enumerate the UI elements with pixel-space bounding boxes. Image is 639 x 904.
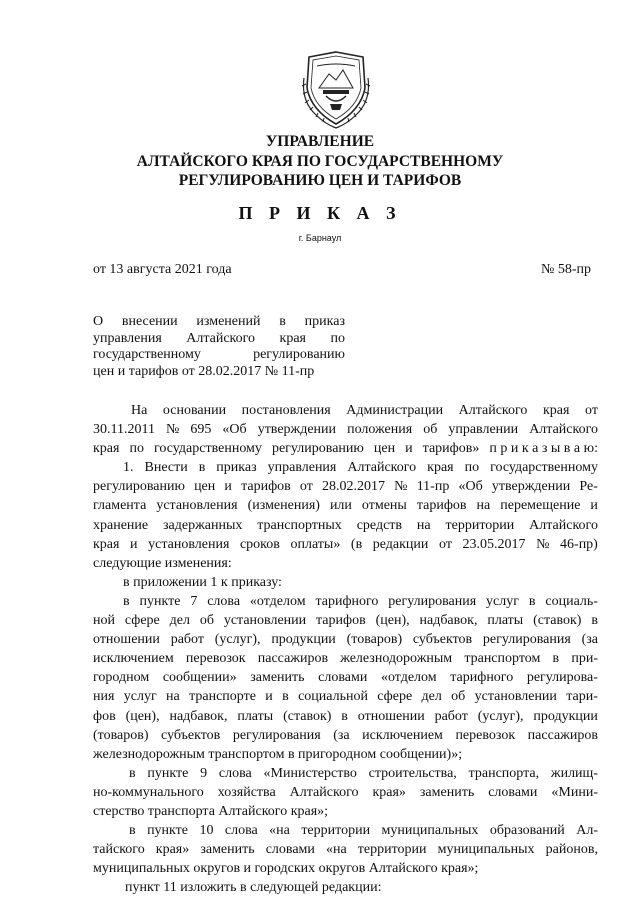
word: об	[451, 689, 466, 705]
word: по	[464, 460, 480, 476]
text-line	[93, 516, 598, 535]
word: (ставок)	[283, 708, 332, 724]
word: установлении	[223, 613, 307, 629]
word: государственному	[490, 460, 598, 476]
word: приказ	[216, 460, 257, 476]
word: надбавок,	[419, 613, 478, 629]
word: ной	[93, 613, 115, 629]
word: тарифов	[241, 479, 291, 495]
word: пункте	[139, 593, 181, 609]
word: (товаров)	[346, 632, 403, 648]
word: установления	[148, 536, 230, 552]
word: в	[129, 823, 136, 839]
word: Внести	[144, 460, 188, 476]
word: 23.05.2017	[462, 536, 526, 552]
text-line	[93, 802, 598, 821]
word: или	[329, 498, 352, 514]
word: социальной	[298, 689, 368, 705]
text-line	[93, 364, 345, 381]
word: (изменения)	[247, 498, 320, 514]
text-line	[93, 726, 598, 745]
word: На	[131, 403, 148, 418]
word: утверждении	[257, 422, 337, 438]
word: управления	[93, 330, 162, 346]
word: слова	[218, 765, 252, 781]
text-line	[93, 783, 598, 802]
word: от	[439, 536, 452, 552]
word: «отделом	[380, 670, 437, 686]
word: фов	[93, 708, 116, 724]
authority-line: АЛТАЙСКОГО КРАЯ ПО ГОСУДАРСТВЕННОМУ	[136, 152, 504, 170]
word: заменить	[419, 784, 475, 800]
word: средств	[356, 517, 403, 533]
word: «на	[326, 842, 347, 858]
word: отношении	[357, 708, 425, 724]
word: края	[93, 441, 120, 457]
word: №	[166, 422, 180, 438]
text-line	[93, 401, 598, 420]
word: отношении	[93, 632, 160, 648]
word: сфере	[124, 613, 160, 629]
word: «Мини-	[551, 784, 598, 800]
word: платы	[487, 613, 524, 629]
text-line	[93, 592, 598, 611]
text-line	[93, 331, 345, 348]
word: в	[123, 593, 130, 609]
word: хозяйства	[217, 784, 276, 800]
authority-line: УПРАВЛЕНИЕ	[265, 133, 375, 150]
word: в	[591, 613, 598, 629]
word: регулирования	[482, 632, 571, 648]
word: 46-пр)	[560, 536, 598, 552]
word: словами	[488, 784, 538, 800]
word: от	[299, 479, 313, 495]
word: Алтайского	[529, 422, 598, 438]
word: территории	[301, 823, 371, 839]
word: приказ	[304, 314, 345, 329]
word: 7	[190, 593, 198, 609]
word: (в	[350, 536, 363, 552]
word: и	[265, 689, 273, 705]
word: от	[585, 403, 598, 418]
word: тарифов	[316, 613, 366, 629]
word: и	[405, 441, 413, 457]
word: в	[341, 708, 348, 724]
authority-name	[60, 132, 580, 191]
word: заменить	[200, 842, 255, 858]
word: Ре-	[579, 479, 598, 495]
word: следующие изменения:	[93, 555, 232, 571]
authority-line: РЕГУЛИРОВАНИЮ ЦЕН И ТАРИФОВ	[178, 172, 462, 189]
word: редакции	[372, 536, 429, 552]
document-type-title: П Р И К А З	[238, 203, 402, 223]
word: транспорта,	[468, 765, 540, 781]
word: перевозок	[185, 651, 246, 667]
word: (за	[333, 727, 350, 743]
word: тарифного	[450, 670, 514, 686]
word: (ставок)	[533, 613, 582, 629]
word: заменить	[250, 670, 305, 686]
word: услуг	[486, 593, 519, 609]
text-line	[93, 859, 598, 878]
word: в	[129, 765, 136, 781]
text-line	[93, 347, 345, 364]
document-date: от 13 августа 2021 года	[93, 262, 232, 277]
word: постановления	[241, 403, 331, 418]
word: края	[542, 403, 570, 418]
word: сообщении»	[162, 670, 237, 686]
word: тарифов	[416, 498, 467, 514]
word: при-	[571, 651, 598, 667]
word: муниципальных	[381, 823, 479, 839]
word: (товаров)	[93, 727, 149, 743]
word: края	[279, 330, 306, 346]
word: Администрации	[346, 403, 444, 418]
word: Алтайского	[186, 330, 256, 346]
document-body	[93, 401, 598, 897]
document-subject	[93, 314, 345, 380]
word: установления	[156, 498, 238, 514]
word: отмены	[361, 498, 407, 514]
word: пассажиров	[257, 651, 329, 667]
word: перевозок	[455, 727, 516, 743]
word: задержанных	[163, 517, 243, 533]
word: образований	[489, 823, 565, 839]
text-line	[93, 764, 598, 783]
word: 28.02.2017	[322, 479, 386, 495]
word: тарифов»	[422, 441, 480, 457]
word: регулирова-	[526, 670, 598, 686]
text-line	[93, 707, 598, 726]
text-line	[93, 878, 598, 897]
text-line	[93, 535, 598, 554]
word: пункте	[147, 823, 188, 839]
word: гламента	[93, 498, 147, 514]
word: сроков	[239, 536, 280, 552]
word: 9	[200, 765, 208, 781]
word: по	[330, 330, 345, 346]
text-line	[93, 439, 598, 458]
word: 30.11.2011	[93, 422, 155, 438]
text-line	[93, 611, 598, 630]
word: (услуг),	[214, 632, 261, 648]
coat-of-arms-icon	[299, 48, 373, 130]
word: края	[427, 460, 454, 476]
word: услуг	[123, 689, 157, 705]
document-number: № 58-пр	[540, 262, 591, 277]
word: Алтайского	[347, 460, 417, 476]
word: утверждении	[491, 479, 571, 495]
word: «на	[269, 823, 290, 839]
word: (цен),	[125, 708, 160, 724]
word: стерство транспорта Алтайского края»;	[93, 803, 329, 819]
word: жилищ-	[550, 765, 598, 781]
text-line	[93, 573, 598, 592]
word: положения	[347, 422, 413, 438]
word: работ	[434, 708, 468, 724]
word: и	[130, 536, 138, 552]
word: дел	[169, 613, 190, 629]
word: железнодорожным транспортом в пригородном сообщении)»;	[93, 746, 463, 762]
word: оплаты»	[290, 536, 341, 552]
word: управлении	[448, 422, 519, 438]
word: п р и к а з ы в а ю:	[489, 441, 598, 457]
word: на	[476, 498, 491, 514]
text-line	[93, 458, 598, 477]
word: Алтайского	[289, 784, 359, 800]
word: цен	[194, 479, 216, 495]
text-line	[93, 821, 598, 840]
word: пункт 11 изложить в следующей редакции:	[125, 880, 382, 896]
word: районов,	[545, 842, 598, 858]
word: транспорте	[189, 689, 256, 705]
text-line	[93, 477, 598, 496]
word: социаль-	[545, 593, 598, 609]
word: тайского	[93, 842, 145, 858]
word: государственному	[154, 441, 262, 457]
word: надбавок,	[169, 708, 228, 724]
word: субъектов	[161, 727, 221, 743]
word: (за	[581, 632, 598, 648]
word: «Об	[222, 422, 247, 438]
word: управления	[267, 460, 337, 476]
word: железнодорожным	[340, 651, 453, 667]
word: продукции	[271, 632, 336, 648]
word: 1.	[123, 460, 134, 476]
word: в	[279, 314, 286, 329]
word: и	[590, 498, 598, 514]
word: «Министерство	[263, 765, 357, 781]
word: изменений	[196, 314, 261, 329]
word: регулирования	[232, 727, 321, 743]
word: (цен),	[375, 613, 410, 629]
word: словами	[318, 670, 368, 686]
word: территории	[445, 517, 515, 533]
word: слова	[224, 823, 258, 839]
word: в	[282, 689, 289, 705]
word: на	[416, 517, 431, 533]
word: основании	[162, 403, 227, 418]
word: дел	[421, 689, 442, 705]
text-line	[93, 554, 598, 573]
word: продукции	[533, 708, 598, 724]
word: по	[129, 441, 144, 457]
word: 11-пр	[416, 479, 450, 495]
word: цен	[373, 441, 396, 457]
text-line	[93, 420, 598, 439]
text-line	[93, 745, 598, 764]
word: регулирования	[388, 593, 477, 609]
word: работ	[170, 632, 204, 648]
word: О	[93, 314, 104, 329]
word: транспортных	[257, 517, 342, 533]
word: перемещение	[500, 498, 581, 514]
word: строительства,	[368, 765, 457, 781]
word: в	[528, 593, 536, 609]
word: муниципальных	[437, 842, 535, 858]
word: в приложении 1 к приказу:	[123, 574, 282, 590]
word: Ал-	[576, 823, 598, 839]
word: тарифного	[315, 593, 379, 609]
word: платы	[237, 708, 274, 724]
word: субъектов	[412, 632, 473, 648]
word: муниципальных округов и городских округов Алтайского края»;	[93, 861, 479, 877]
word: края»	[372, 784, 406, 800]
text-line	[93, 496, 598, 515]
word: внесении	[121, 314, 178, 329]
word: установлении	[474, 689, 557, 705]
text-line	[93, 649, 598, 668]
word: государственному	[93, 347, 201, 362]
word: слова	[207, 593, 241, 609]
word: регулированию	[253, 347, 345, 362]
word: пункте	[147, 765, 189, 781]
word: транспортом	[464, 651, 541, 667]
text-line	[93, 630, 598, 649]
word: хранение	[93, 517, 149, 533]
word: «отделом	[249, 593, 306, 609]
word: исключением	[362, 727, 443, 743]
word: Алтайского	[458, 403, 528, 418]
text-line	[93, 668, 598, 687]
word: 10	[199, 823, 214, 839]
word: регулированию	[271, 441, 364, 457]
word: тари-	[566, 689, 598, 705]
word: пассажиров	[527, 727, 598, 743]
word: №	[394, 479, 408, 495]
word: Алтайского	[529, 517, 598, 533]
word: в	[198, 460, 206, 476]
word: в	[552, 651, 560, 667]
word: сфере	[377, 689, 413, 705]
text-line	[93, 687, 598, 706]
word: об	[423, 422, 438, 438]
word: словами	[265, 842, 315, 858]
word: регулированию	[93, 479, 185, 495]
text-line	[93, 840, 598, 859]
word: края»	[155, 842, 190, 858]
text-line	[93, 314, 345, 331]
word: городном	[93, 670, 150, 686]
word: №	[536, 536, 550, 552]
word: но-коммунального	[93, 784, 204, 800]
word: территории	[357, 842, 427, 858]
word: ния	[93, 689, 115, 705]
city-label: г. Барнаул	[298, 233, 342, 243]
word: об	[199, 613, 214, 629]
word: 695	[190, 422, 212, 438]
word: на	[166, 689, 180, 705]
word: цен и тарифов от 28.02.2017 № 11-пр	[93, 363, 315, 379]
word: и	[224, 479, 232, 495]
word: «Об	[458, 479, 483, 495]
word: исключением	[93, 651, 174, 667]
word: края	[93, 536, 120, 552]
word: (услуг),	[477, 708, 524, 724]
